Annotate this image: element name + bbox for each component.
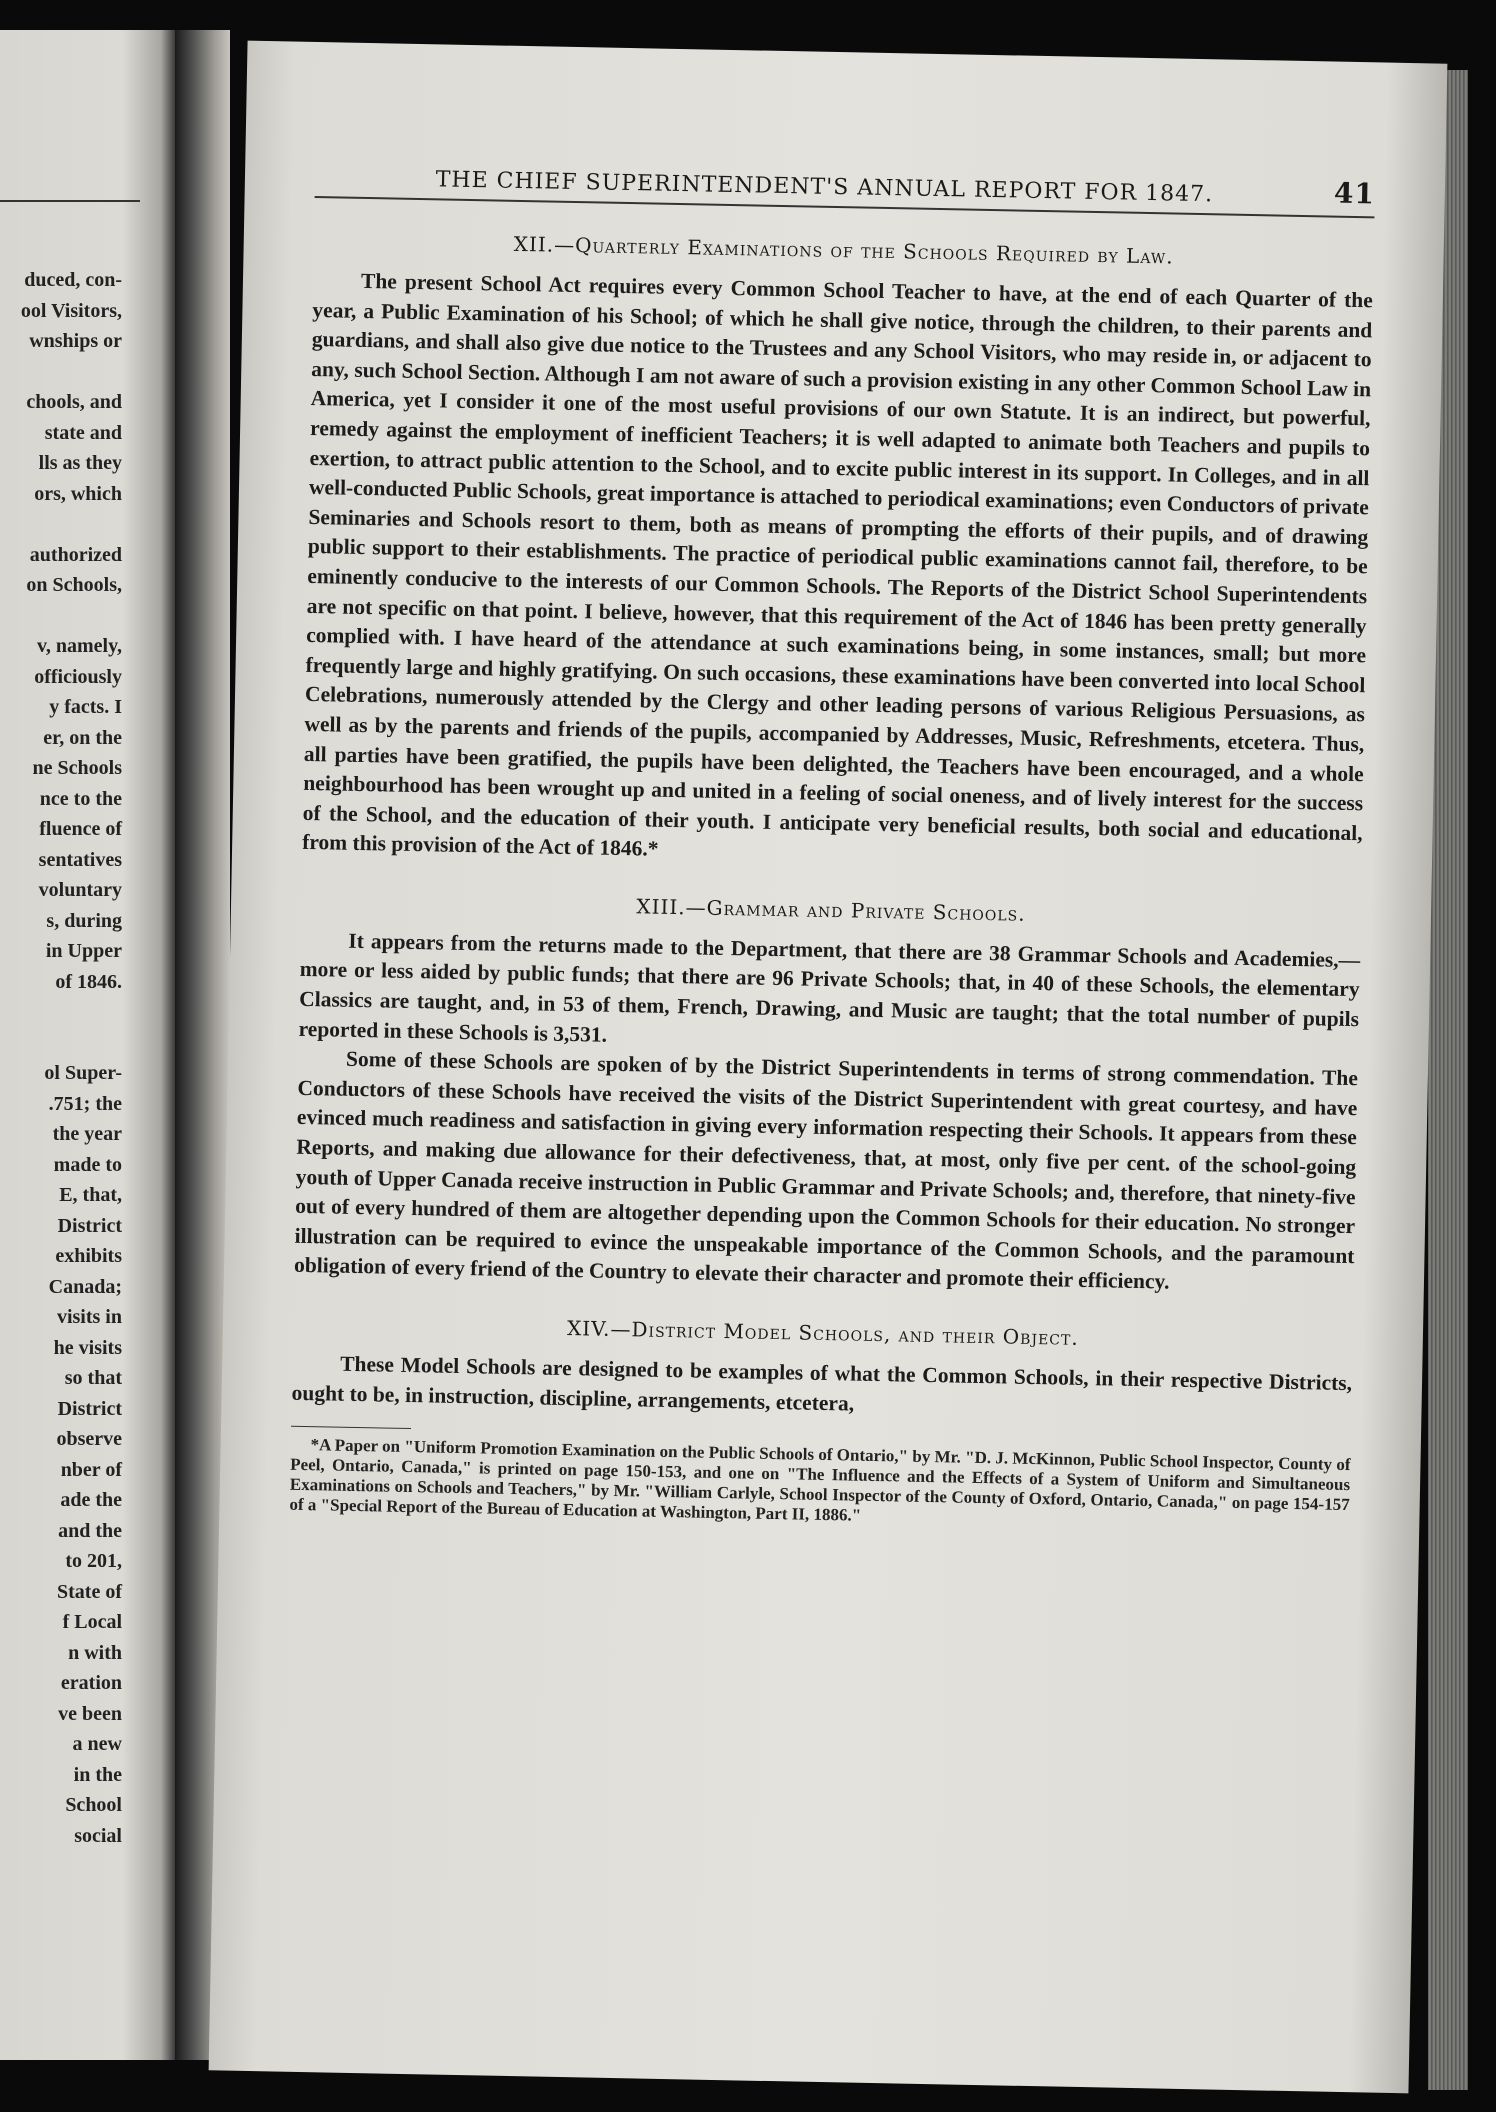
left-page-line: the year [52,1123,122,1145]
left-page-line: State of [57,1580,122,1603]
section-title: XIII.—Grammar and Private Schools. [636,894,1026,926]
paragraph: The present School Act requires every Common School Teacher to have, at the end of each Quarter of the year, a Public Examination of his School; of which he shall give notice, through the children, to their parents and guardians, and shall also give due notice to the Trustees and any School Visitors, who may reside in, or adjacent to any, such School Section. Although I am not aware of such a provision existing in any other Common School Law in America, yet I consider it one of the most useful provisions of our own Statute. It is an indirect, but powerful, remedy against the employment of inefficient Teachers; it is well adapted to animate both Teachers and pupils to exertion, to attract public attention to the School, and to excite public interest in its support. In Colleges, and in all well-conducted Public Schools, great importance is attached to periodical examinations; even Conductors of private Seminaries and Schools resort to them, both as means of prompting the efforts of their pupils, and of drawing public support to their establishments. The practice of periodical public examinations cannot fail, therefore, to be eminently conducive to the interests of our Common Schools. The Reports of the District School Superintendents are not specific on that point. I believe, however, that this requirement of the Act of 1846 has been pretty generally complied with. I have heard of the attendance at such examinations being, in some instances, small; but more frequently large and highly gratifying. On such occasions, these examinations have been converted into local School Celebrations, numerously attended by the Clergy and other leading persons of various Religious Persuasions, as well as by the parents and friends of the pupils, accompanied by Addresses, Music, Refreshments, etcetera. Thus, all parties have been gratified, the pupils have been delighted, the Teachers have been encouraged, and a whole neighbourhood has been wrought up and united in a feeling of social oneness, and of lively interest for the success of the School, and the education of their youth. I anticipate very beneficial results, both social and educational, from this provision of the Act of 1846.* [301,268,1374,861]
left-page-line: of 1846. [55,970,122,993]
page-number: 41 [1333,176,1376,211]
left-page-line: fluence of [39,818,122,840]
left-page-line: District [57,1397,122,1420]
left-page-line: made to [53,1153,122,1176]
left-page [0,30,175,2060]
left-page-line: lls as they [38,452,122,474]
running-header-title: THE CHIEF SUPERINTENDENT'S ANNUAL REPORT FOR 1847. [435,167,1214,208]
left-page-line [0,601,122,632]
left-page-line: .751; the [48,1092,122,1115]
footnote-rule [291,1426,411,1429]
left-page-line: to 201, [65,1550,122,1572]
left-page-line: f Local [62,1611,122,1633]
left-page-line: observe [56,1428,122,1450]
left-page-line: sentatives [38,848,122,871]
left-page-line: Canada; [48,1275,122,1298]
left-page-line: officiously [34,665,122,688]
left-page-line: wnships or [29,330,122,352]
left-page-line: a new [72,1733,122,1755]
left-page-line: social [74,1824,122,1847]
paragraph: Some of these Schools are spoken of by the District Superintendents in terms of strong commendation. The Conductors of these Schools have received the visits of the District Superintendent with great courtesy, and have evinced much readiness and satisfaction in giving every information respecting their Schools. It appears from these Reports, and making due allowance for their defectiveness, that, at most, only five per cent. of the school-going youth of Upper Canada receive instruction in Public Grammar and Private Schools; and, therefore, that ninety-five out of every hundred of them are altogether depending upon the Common Schools for their education. No stronger illustration can be required to evince the unspeakable importance of the Common Schools, and the paramount obligation of every friend of the Country to elevate their character and promote their efficiency. [293,1046,1359,1294]
left-page-line: s, during [46,909,122,932]
left-page-line: state and [44,421,122,444]
left-page-line: School [65,1794,122,1816]
left-page-line: voluntary [38,879,122,901]
left-page-line: visits in [56,1306,122,1328]
left-page-text [0,265,122,1851]
left-page-rule [0,200,140,202]
left-page-line: in Upper [45,940,122,962]
left-page-line: eration [60,1672,122,1694]
left-page-line [0,997,122,1028]
footnote: *A Paper on "Uniform Promotion Examination on the Public Schools of Ontario," by Mr. "D. J. McKinnon, Public School Inspector, County of Peel, Ontario, Canada," is printed on page 150-153, and one on "The Influence and the Effects of a System of Uniform and Simultaneous Examinations on Schools and Teachers," by Mr. "William Carlyle, School Inspector of the County of Oxford, Ontario, Canada," on page 154-157 of a "Special Report of the Bureau of Education at Washington, Part II, 1886." [289,1435,1351,1525]
left-page-line: chools, and [26,391,122,413]
left-page-line: nber of [60,1458,122,1481]
left-page-line: so that [64,1367,122,1389]
left-page-line: E, that, [59,1184,122,1206]
left-page-line: ade the [60,1489,122,1511]
running-header [315,157,1376,218]
section-title: XIV.—District Model Schools, and their Object. [566,1316,1079,1350]
page-content [289,157,1375,1535]
left-page-line: and the [58,1519,122,1542]
left-page-line [0,1028,122,1059]
paragraph: These Model Schools are designed to be examples of what the Common Schools, in their respective Districts, ought to be, in instruction, discipline, arrangements, etcetera, [291,1351,1353,1416]
left-page-line: exhibits [55,1245,122,1267]
left-page-line: ne Schools [32,757,122,779]
left-page-line: n with [68,1641,122,1664]
right-page [209,41,1448,2094]
left-page-line: District [57,1214,122,1237]
left-page-line: y facts. I [49,696,122,718]
left-page-line: nce to the [39,787,122,810]
left-page-line: v, namely, [36,635,122,657]
left-page-line: er, on the [43,726,122,749]
section-title: XII.—Quarterly Examinations of the Schools Required by Law. [513,231,1174,269]
left-page-line: ors, which [34,482,122,505]
left-page-line [0,357,122,388]
left-page-line: authorized [29,543,122,566]
left-page-line: ol Super- [44,1062,122,1084]
left-page-line: ve been [58,1702,122,1725]
left-page-line: in the [73,1763,122,1786]
paragraph: It appears from the returns made to the Department, that there are 38 Grammar Schools and Academies,—more or less aided by public funds; that there are 96 Private Schools; that, in 40 of these Schools, the elementary Classics are taught, and, in 53 of them, French, Drawing, and Music are taught; that the total number of pupils reported in these Schools is 3,531. [298,928,1361,1047]
left-page-line: he visits [53,1336,122,1359]
left-page-line: duced, con- [24,269,122,291]
left-page-line: ool Visitors, [20,299,122,322]
left-page-line [0,509,122,540]
left-page-line: on Schools, [26,574,122,596]
